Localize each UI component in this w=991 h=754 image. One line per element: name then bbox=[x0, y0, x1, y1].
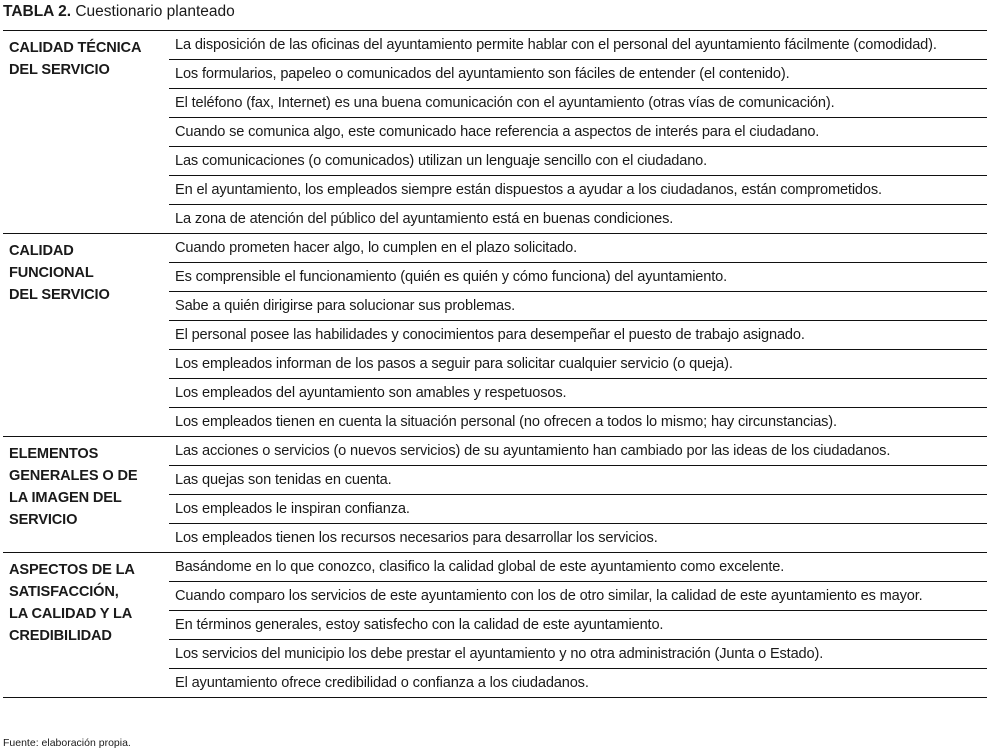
table-title: Cuestionario planteado bbox=[75, 3, 235, 20]
questionnaire-table bbox=[3, 30, 987, 698]
question-cell: Basándome en lo que conozco, clasifico la calidad global de este ayuntamiento como excelente. bbox=[169, 553, 987, 582]
question-cell: Cuando prometen hacer algo, lo cumplen en el plazo solicitado. bbox=[169, 234, 987, 263]
question-cell: Cuando se comunica algo, este comunicado hace referencia a aspectos de interés para el ciudadano. bbox=[169, 118, 987, 147]
table-row bbox=[3, 31, 987, 60]
question-cell: Las quejas son tenidas en cuenta. bbox=[169, 466, 987, 495]
question-cell: Los servicios del municipio los debe prestar el ayuntamiento y no otra administración (Junta o Estado). bbox=[169, 640, 987, 669]
question-cell: Sabe a quién dirigirse para solucionar sus problemas. bbox=[169, 292, 987, 321]
category-cell: ASPECTOS DE LA SATISFACCIÓN, LA CALIDAD Y LA CREDIBILIDAD bbox=[3, 553, 169, 698]
table-label: TABLA 2. bbox=[3, 3, 72, 20]
question-cell: En el ayuntamiento, los empleados siempre están dispuestos a ayudar a los ciudadanos, están comprometidos. bbox=[169, 176, 987, 205]
question-cell: Las acciones o servicios (o nuevos servicios) de su ayuntamiento han cambiado por las ideas de los ciudadanos. bbox=[169, 437, 987, 466]
category-cell: ELEMENTOS GENERALES O DE LA IMAGEN DEL SERVICIO bbox=[3, 437, 169, 553]
question-cell: Los empleados tienen en cuenta la situación personal (no ofrecen a todos lo mismo; hay circunstancias). bbox=[169, 408, 987, 437]
table-row bbox=[3, 234, 987, 263]
question-cell: Los formularios, papeleo o comunicados del ayuntamiento son fáciles de entender (el contenido). bbox=[169, 60, 987, 89]
table-row bbox=[3, 553, 987, 582]
question-cell: Los empleados informan de los pasos a seguir para solicitar cualquier servicio (o queja). bbox=[169, 350, 987, 379]
category-cell: CALIDAD TÉCNICA DEL SERVICIO bbox=[3, 31, 169, 234]
question-cell: Cuando comparo los servicios de este ayuntamiento con los de otro similar, la calidad de este ayuntamiento es mayor. bbox=[169, 582, 987, 611]
question-cell: Es comprensible el funcionamiento (quién es quién y cómo funciona) del ayuntamiento. bbox=[169, 263, 987, 292]
question-cell: Los empleados le inspiran confianza. bbox=[169, 495, 987, 524]
question-cell: Los empleados del ayuntamiento son amables y respetuosos. bbox=[169, 379, 987, 408]
table-row bbox=[3, 437, 987, 466]
question-cell: El personal posee las habilidades y conocimientos para desempeñar el puesto de trabajo asignado. bbox=[169, 321, 987, 350]
question-cell: Las comunicaciones (o comunicados) utilizan un lenguaje sencillo con el ciudadano. bbox=[169, 147, 987, 176]
question-cell: Los empleados tienen los recursos necesarios para desarrollar los servicios. bbox=[169, 524, 987, 553]
question-cell: El teléfono (fax, Internet) es una buena comunicación con el ayuntamiento (otras vías de comunicación). bbox=[169, 89, 987, 118]
table-caption bbox=[3, 3, 235, 21]
question-cell: El ayuntamiento ofrece credibilidad o confianza a los ciudadanos. bbox=[169, 669, 987, 698]
question-cell: La zona de atención del público del ayuntamiento está en buenas condiciones. bbox=[169, 205, 987, 234]
source-note: Fuente: elaboración propia. bbox=[3, 737, 131, 749]
question-cell: La disposición de las oficinas del ayuntamiento permite hablar con el personal del ayuntamiento fácilmente (comodidad). bbox=[169, 31, 987, 60]
question-cell: En términos generales, estoy satisfecho con la calidad de este ayuntamiento. bbox=[169, 611, 987, 640]
category-cell: CALIDAD FUNCIONAL DEL SERVICIO bbox=[3, 234, 169, 437]
